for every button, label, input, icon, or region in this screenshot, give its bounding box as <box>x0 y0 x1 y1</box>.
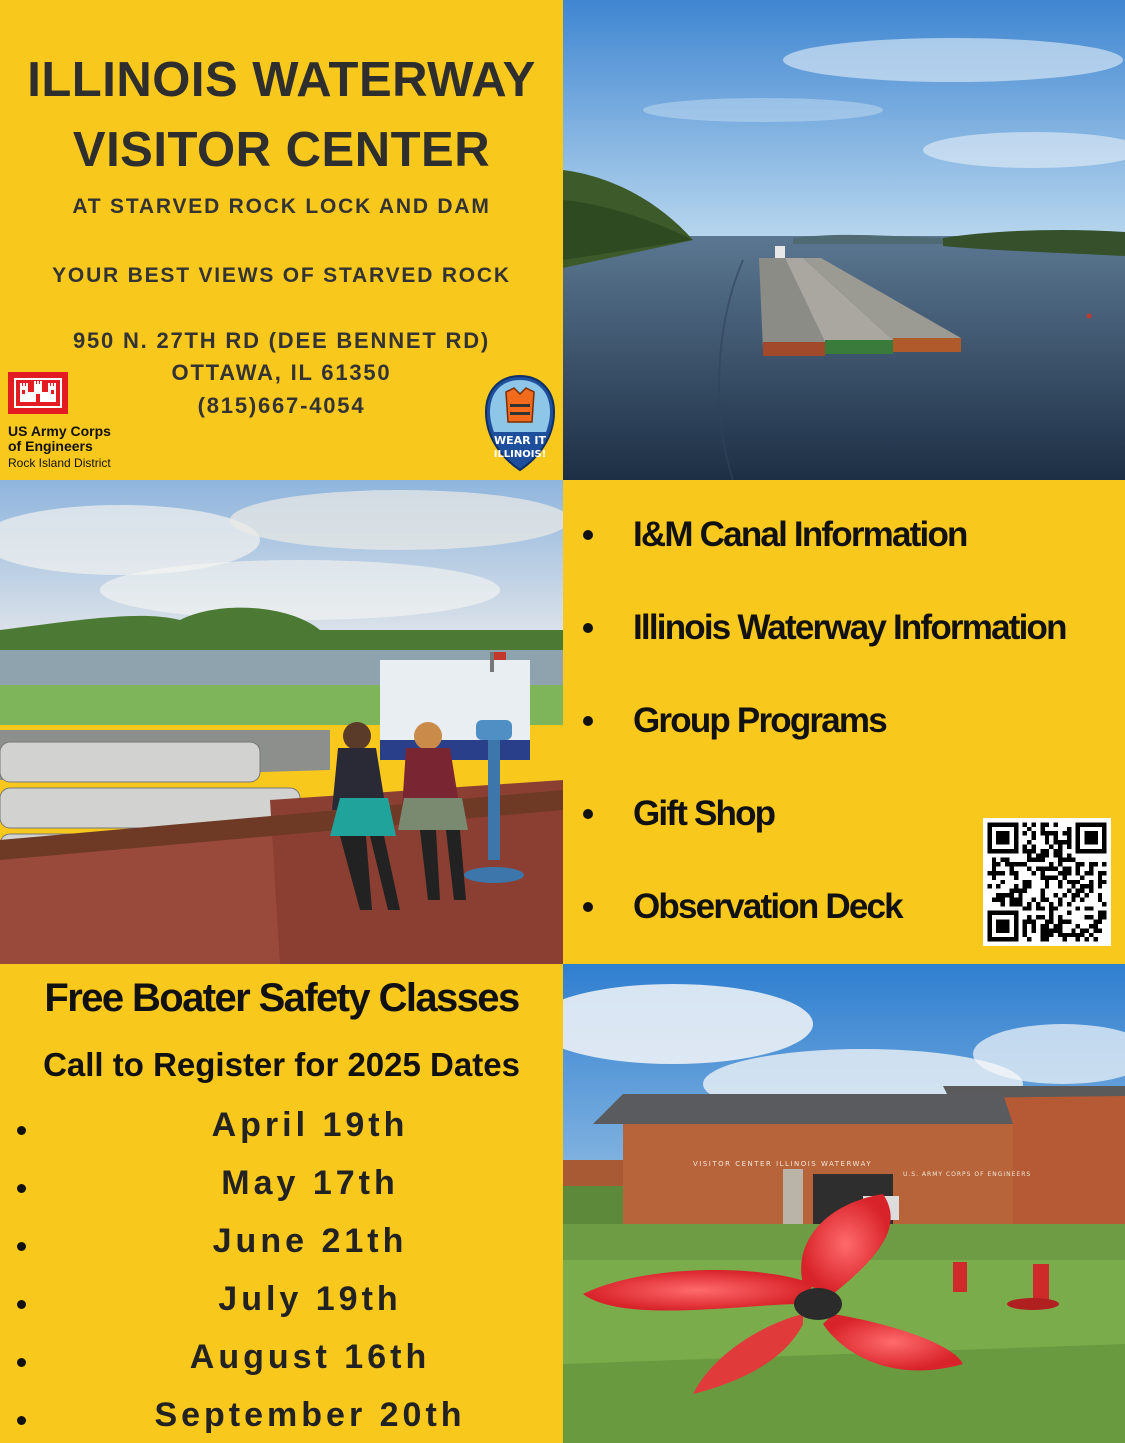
barge-river-image <box>563 0 1125 480</box>
qr-code-icon <box>983 818 1111 946</box>
bullet-icon <box>17 1416 26 1425</box>
badge-line-2: ILLINOIS! <box>493 449 547 460</box>
wear-it-illinois-badge <box>484 374 556 472</box>
classes-subtitle: Call to Register for 2025 Dates <box>43 1046 520 1083</box>
title-line-1: ILLINOIS WATERWAY <box>27 53 536 107</box>
feature-label: Observation Deck <box>633 887 902 926</box>
qr-code[interactable] <box>983 818 1111 946</box>
bullet-icon <box>583 716 593 726</box>
usace-org-line-2: of Engineers <box>8 438 93 454</box>
photo-visitor-center <box>563 964 1125 1443</box>
building-sign-right: U.S. ARMY CORPS OF ENGINEERS <box>903 1171 1032 1178</box>
bullet-icon <box>583 530 593 540</box>
usace-org-line-1: US Army Corps <box>8 423 111 439</box>
date-label: September 20th <box>154 1396 466 1434</box>
feature-item <box>577 789 774 839</box>
feature-item <box>577 882 902 932</box>
date-item <box>0 1222 563 1268</box>
bullet-icon <box>17 1300 26 1309</box>
date-label: August 16th <box>189 1338 431 1376</box>
classes-title: Free Boater Safety Classes <box>44 976 519 1020</box>
badge-line-1: WEAR IT <box>493 434 547 447</box>
building-sign-left: VISITOR CENTER ILLINOIS WATERWAY <box>693 1160 873 1168</box>
date-item <box>0 1106 563 1152</box>
bullet-icon <box>583 623 593 633</box>
visitor-center-image <box>563 964 1125 1443</box>
phone-number: (815)667-4054 <box>197 393 366 418</box>
bullet-icon <box>583 902 593 912</box>
date-label: May 17th <box>221 1164 399 1202</box>
feature-label: Group Programs <box>633 701 886 740</box>
feature-item <box>577 696 886 746</box>
feature-label: Illinois Waterway Information <box>633 608 1066 647</box>
bullet-icon <box>17 1358 26 1367</box>
bullet-icon <box>17 1126 26 1135</box>
date-label: April 19th <box>211 1106 409 1144</box>
bullet-icon <box>17 1242 26 1251</box>
feature-item <box>577 510 967 560</box>
photo-observation-deck <box>0 480 563 964</box>
address-line-2: OTTAWA, IL 61350 <box>171 360 392 385</box>
bullet-icon <box>583 809 593 819</box>
observation-deck-image <box>0 480 563 964</box>
feature-item <box>577 603 1066 653</box>
bullet-icon <box>17 1184 26 1193</box>
date-label: June 21th <box>212 1222 408 1260</box>
date-item <box>0 1280 563 1326</box>
tagline: YOUR BEST VIEWS OF STARVED ROCK <box>52 264 511 287</box>
title-line-2: VISITOR CENTER <box>72 123 491 177</box>
classes-panel <box>0 964 563 1443</box>
features-panel <box>563 480 1125 964</box>
photo-barge-river <box>563 0 1125 480</box>
castle-icon <box>8 372 68 414</box>
date-item <box>0 1396 563 1442</box>
address-line-1: 950 N. 27TH RD (DEE BENNET RD) <box>72 328 491 353</box>
feature-label: I&M Canal Information <box>633 515 967 554</box>
date-label: July 19th <box>218 1280 402 1318</box>
usace-logo <box>8 372 168 477</box>
header-panel <box>0 0 563 480</box>
feature-label: Gift Shop <box>633 794 775 833</box>
usace-district: Rock Island District <box>8 456 111 470</box>
date-item <box>0 1164 563 1210</box>
usace-org-name <box>8 424 168 454</box>
subtitle: AT STARVED ROCK LOCK AND DAM <box>72 195 491 218</box>
date-item <box>0 1338 563 1384</box>
